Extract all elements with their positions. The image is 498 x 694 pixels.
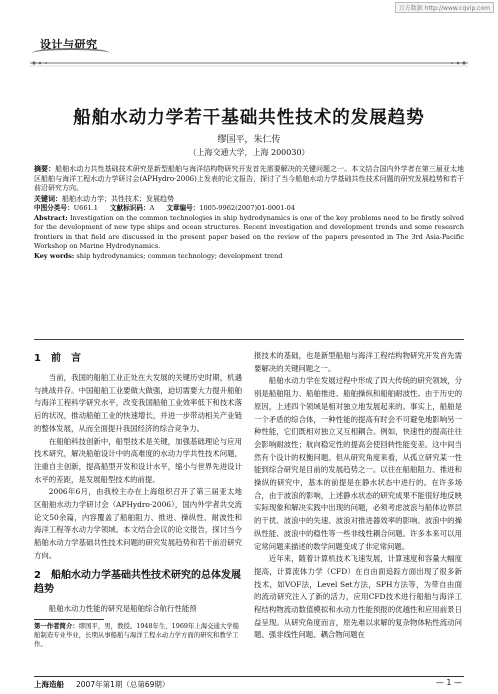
footer-citation: [34, 679, 169, 690]
paragraph: 报技术的基础，也是新型船舶与海洋工程结构物研究开发首先需要解决的关键问题之一。: [254, 351, 462, 373]
clc-value: U661.1: [73, 204, 98, 213]
section-2-number: 2: [34, 569, 41, 581]
article-title: 船舶水动力学若干基础共性技术的发展趋势: [73, 108, 425, 128]
doc-code-label: 文献标识码：: [110, 204, 150, 213]
section-2-heading: [34, 569, 242, 597]
left-column: [34, 350, 242, 649]
abstract-cn-label: 摘要：: [34, 164, 56, 173]
abstract-en-text: Investigation on the common technologies in ship hydrodynamics is one of the key problems need to be firstly solved for the development of new type ships and ocean structures. Recent investigation and development trends and some research frontiers in that field are discussed in the present paper based on the review of the papers presented in The 3rd Asia-Pacific Workshop on Marine Hydrodynamics.: [34, 213, 464, 251]
doc-code-value: A: [149, 204, 155, 213]
paragraph: 在船舶科技创新中，船型技术是关键，加强基础理论与应用技术研究，解决船舶设计中的高难度的水动力学共性技术问题，注重自主创新，提高船型开发和设计水平，缩小与世界先进设计水平的差距，是发展船型技术的前提。: [34, 436, 242, 484]
paragraph: 当前，我国的船舶工业正处在大发展的关键历史时期，机遇与挑战并存。中国船舶工业要做大做强，迫切需要大力提升船舶与海洋工程科学研究水平，改变我国船舶工业效率低下和技术落后的状况，推动船舶工业的快速增长，并进一步带动相关产业链的整体发展，从而全面提升我国经济的综合竞争力。: [34, 373, 242, 433]
section-1-number: 1: [34, 353, 41, 364]
author-footnote: [34, 622, 242, 649]
clc-entry: [34, 204, 98, 214]
abstract-divider: [34, 339, 464, 340]
section-1-title: 前 言: [50, 353, 81, 364]
paragraph: 近年来，随着计算机技术飞速发展，计算速度和容量大幅度提高，计算流体力学（CFD）在自由面追踪方面出现了很多新技术，如VOF法，Level Set方法，SPH方法等，为带自由面的流动研究注入了新的活力，应用CFD技术进行船舶与海洋工程结构物流动数值模拟和水动力性能预报的优越性和应用前景日益呈现。从研究角度而言，原先难以求解的复杂物体粘性流动问题、强非线性问题、耦合物问题在: [254, 554, 462, 640]
article-no-entry: [166, 204, 295, 214]
keywords-cn-label: 关键词：: [34, 193, 62, 203]
abstract-block: [34, 164, 464, 261]
paragraph: 船舶水动力学在发展过程中形成了四大传统的研究领域，分别是船舶阻力、船舶推进、船舶操纵和船舶耐波性。由于历史的原因，上述四个领域是相对独立地发展起来的。事实上，船舶是一个矛盾的综合体，一种性能的提高有时会不可避免地影响另一种性能，它们既相对独立又互相耦合。例如，快速性的提高往往会影响耐波性；航向稳定性的提高会使回转性能变差。这中间当然有个设计的权衡问题。但从研究角度来看，从孤立研究某一性能到综合研究是目前的发展趋势之一。以往在船舶阻力、推进和操纵的研究中，基本的前提是在静水状态中进行的。在许多场合，由于波浪的影响，上述静水状态的研究成果不能很好地反映实际现象和解决实践中出现的问题，必须考虑波浪与船体边界层的干扰、波浪中的失速、波浪对推进器效率的影响、波浪中的操纵性能、波浪中的稳性等一些非线性耦合问题。许多本来可以用定常问题来描述的数学问题变成了非定常问题。: [254, 376, 462, 551]
paragraph: 2006年6月，由我校主办在上海组织召开了第三届亚太地区船舶水动力学研讨会（APHydro·2006），国内外学者共交流论文50余篇，内容覆盖了船舶阻力、推进、操纵性、耐波性和海洋工程等水动力学领域。本文结合会议的论文报告，探讨当今船舶水动力学基础共性技术问题的研究发展趋势和若干前沿研究方向。: [34, 487, 242, 560]
header-decoration: [30, 56, 468, 70]
article-authors: 缪国平，朱仁传: [217, 135, 281, 145]
section-tag: [30, 28, 112, 56]
keywords-cn-text: 船舶水动力学；共性技术；发展趋势: [62, 194, 174, 203]
keywords-cn: [34, 194, 464, 205]
clc-label: 中图分类号：: [34, 204, 74, 213]
footnote-label: 第一作者简介：: [34, 622, 79, 631]
abstract-cn-text: 船舶水动力共性基础技术研究是新型船舶与海洋结构物研究开发首先需要解决的关键问题之一。本文结合国内外学者在第三届亚太地区船舶与海洋工程水动力学研讨会(APHydro·2006)上发表的论文报告，探讨了当今船舶水动力学基础共性技术问题的研究发展趋势和若干前沿研究方向。: [34, 165, 465, 193]
doc-code-entry: [110, 204, 154, 214]
footnote-text: 缪国平，男，教授。1948年生，1969年上海交通大学船舶制造专业毕业，长期从事船舶与海洋工程水动力学方面的研究和教学工作。: [34, 622, 240, 649]
journal-name: 上海造船: [34, 680, 64, 689]
abstract-en: [34, 214, 464, 252]
section-2-title: 船舶水动力学基础共性技术研究的总体发展趋势: [34, 569, 241, 595]
keywords-en-text: ship hydrodynamics; common technology; development trend: [76, 251, 283, 260]
page-number: — 1 —: [435, 678, 462, 687]
abstract-cn: [34, 164, 464, 194]
watermark-stamp: 万方数据 http://www.cqvip.com: [395, 2, 494, 13]
article-no-value: 1005-9962(2007)01-0001-04: [199, 204, 296, 213]
journal-issue: 2007年第1期（总第69期）: [76, 680, 170, 689]
article-no-label: 文章编号：: [166, 204, 200, 213]
paragraph: 船舶水动力性能的研究是船舶综合航行性能预: [48, 603, 197, 613]
abstract-en-label: Abstract:: [34, 213, 68, 222]
keywords-en-label: Key words:: [34, 251, 75, 260]
keywords-en: [34, 252, 464, 261]
right-column: [254, 350, 462, 642]
classification-line: [34, 204, 464, 214]
section-tag-label: 设计与研究: [40, 38, 98, 51]
footnote-divider: [34, 619, 104, 620]
section-1-heading: [34, 352, 242, 366]
article-affiliation: （上海交通大学，上海 200030）: [188, 148, 310, 157]
footer-divider: [34, 676, 464, 677]
